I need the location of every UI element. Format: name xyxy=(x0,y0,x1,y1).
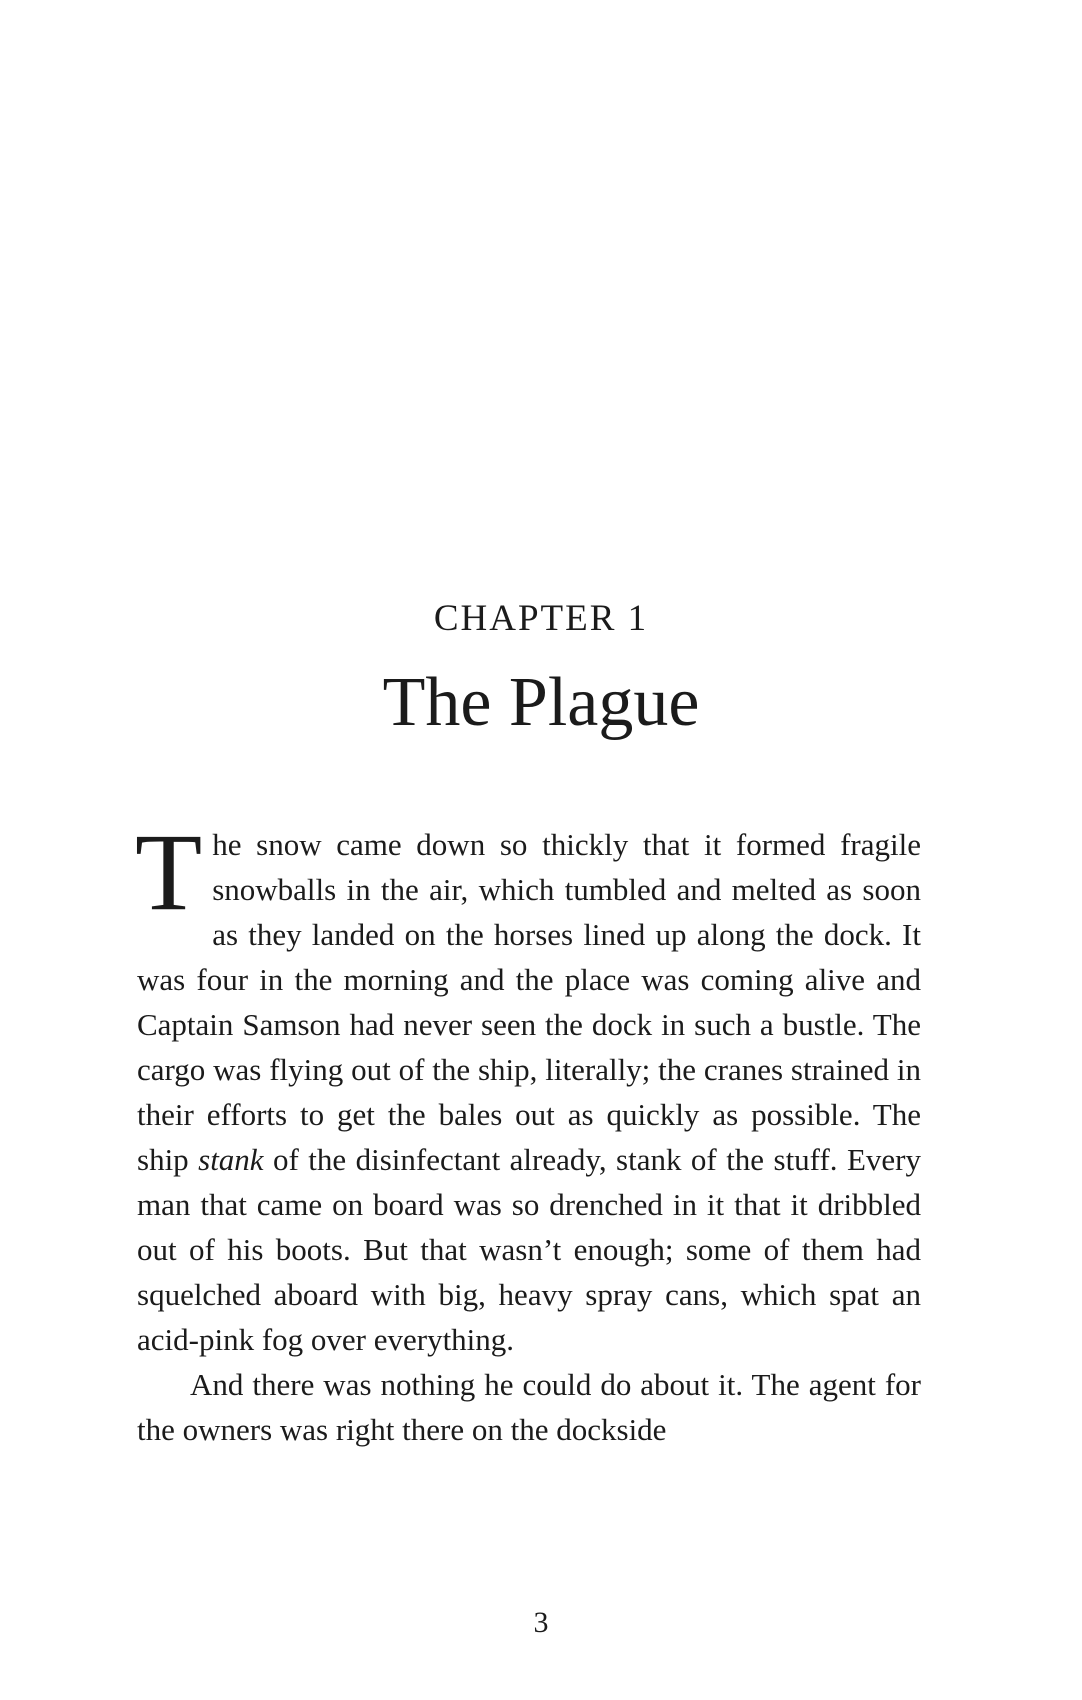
paragraph-1-text: he snow came down so thickly that it formed fragile snowballs in the air, which tumbled and melted as soon as they landed on the horses lined up along the dock. It was four in the morning and the place was coming alive and Captain Samson had never seen the dock in such a bustle. The cargo was flying out of the ship, literally; the cranes strained in their efforts to get the bales out as quickly as possible. The ship xyxy=(137,827,921,1177)
paragraph-1 xyxy=(135,811,921,1362)
body-text xyxy=(135,811,921,1452)
page-number: 3 xyxy=(533,1606,549,1639)
emphasis-stank: stank xyxy=(198,1142,264,1177)
drop-cap: T xyxy=(135,811,203,933)
paragraph-2: And there was nothing he could do about it. The agent for the owners was right there on the dockside xyxy=(137,1367,921,1447)
paragraph-1-text-cont: of the disinfectant already, stank of the stuff. Every man that came on board was so drenched in it that it dribbled out of his boots. But that wasn’t enough; some of them had squelched aboard with big, heavy spray cans, which spat an acid-pink fog over everything. xyxy=(137,1142,921,1357)
chapter-title: The Plague xyxy=(382,664,700,741)
chapter-label: CHAPTER 1 xyxy=(433,598,649,639)
